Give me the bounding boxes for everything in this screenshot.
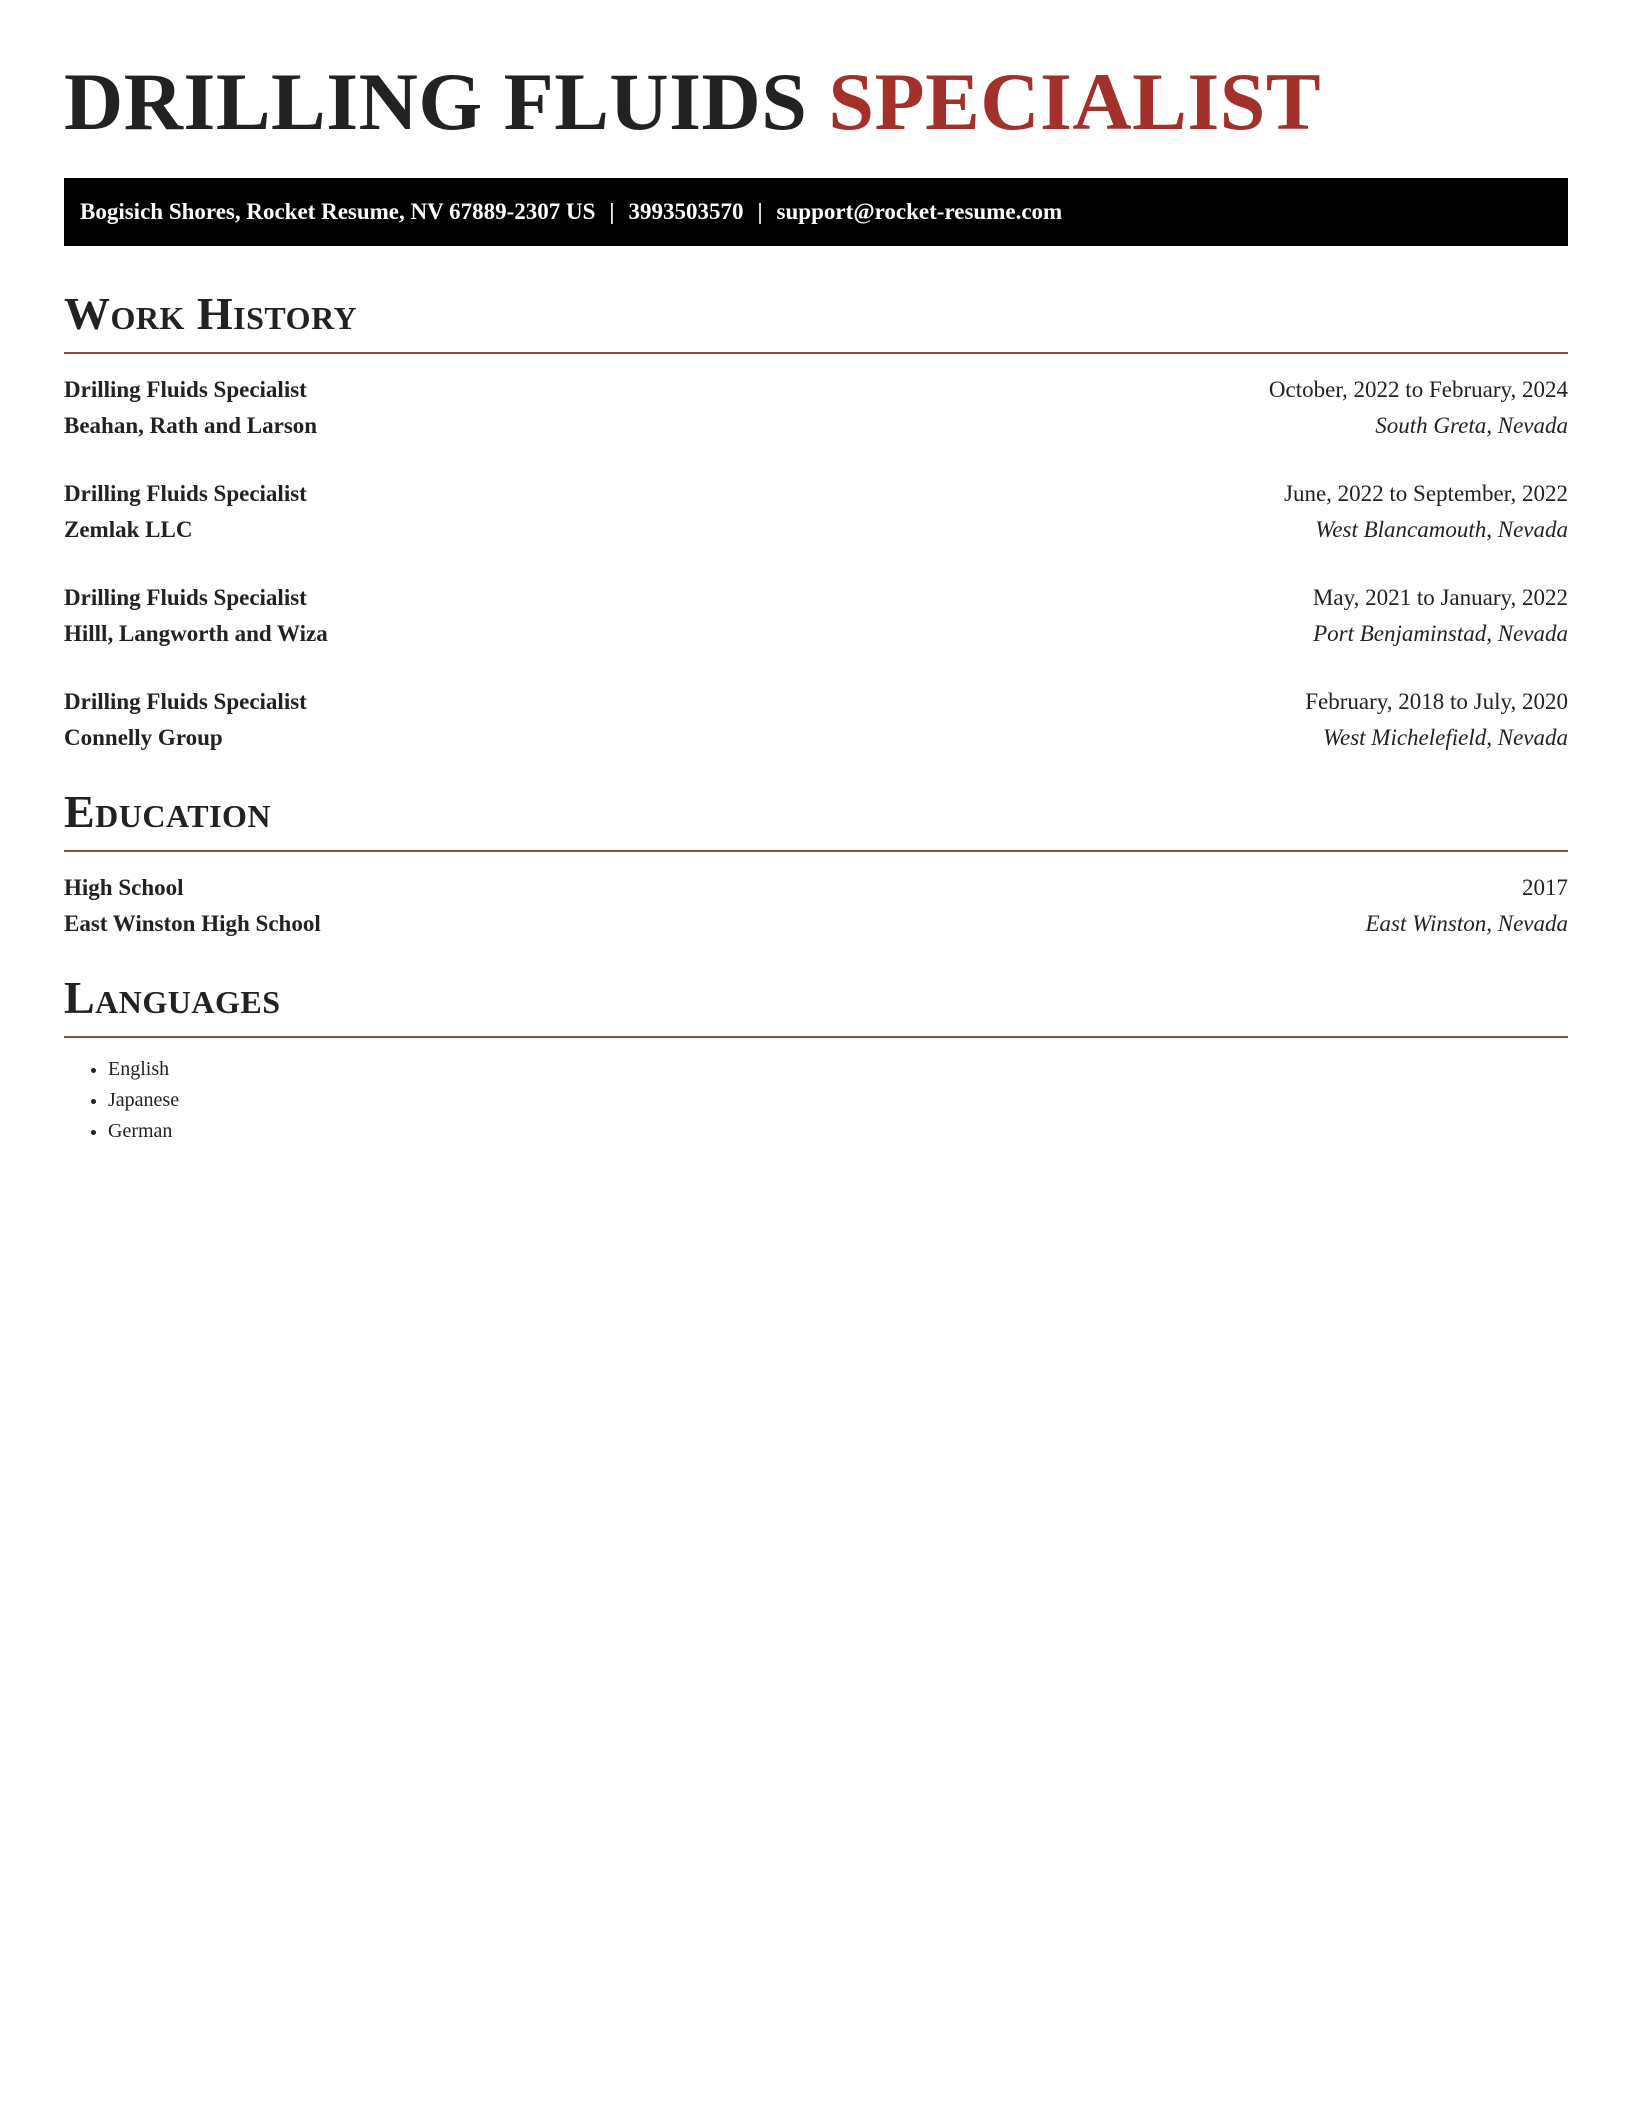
job-dates: June, 2022 to September, 2022 — [1284, 481, 1568, 506]
education-section — [64, 786, 1568, 942]
job-title: Drilling Fluids Specialist — [64, 377, 307, 402]
work-history-heading: Work History — [64, 288, 358, 339]
section-divider — [64, 352, 1568, 354]
job-location: Port Benjaminstad, Nevada — [1313, 621, 1568, 646]
resume-page — [64, 0, 1568, 1147]
entry-top-row — [64, 476, 1568, 512]
section-divider — [64, 1036, 1568, 1038]
title-first: DRILLING FLUIDS — [64, 56, 808, 147]
section-divider — [64, 850, 1568, 852]
education-heading: Education — [64, 786, 272, 837]
job-location: South Greta, Nevada — [1375, 413, 1568, 438]
work-entry — [64, 684, 1568, 756]
entry-bottom-row — [64, 512, 1568, 548]
contact-separator: | — [757, 199, 763, 224]
company-name: Hilll, Langworth and Wiza — [64, 621, 328, 646]
job-location: West Michelefield, Nevada — [1322, 725, 1568, 750]
languages-section — [64, 972, 1568, 1147]
job-dates: October, 2022 to February, 2024 — [1268, 377, 1568, 402]
job-title: Drilling Fluids Specialist — [64, 585, 307, 610]
work-entry — [64, 580, 1568, 652]
job-location: West Blancamouth, Nevada — [1315, 517, 1568, 542]
languages-heading: Languages — [64, 972, 281, 1023]
language-item: • English — [108, 1054, 1568, 1085]
language-item: • German — [108, 1116, 1568, 1147]
work-entry — [64, 372, 1568, 444]
entry-top-row — [64, 684, 1568, 720]
entry-top-row — [64, 870, 1568, 906]
title-accent: SPECIALIST — [828, 56, 1322, 147]
entry-bottom-row — [64, 906, 1568, 942]
entry-bottom-row — [64, 408, 1568, 444]
entry-top-row — [64, 372, 1568, 408]
work-entry — [64, 476, 1568, 548]
graduation-year: 2017 — [1522, 875, 1568, 900]
school-name: East Winston High School — [64, 911, 321, 936]
job-title: Drilling Fluids Specialist — [64, 481, 307, 506]
work-history-list — [64, 372, 1568, 756]
entry-bottom-row — [64, 720, 1568, 756]
company-name: Zemlak LLC — [64, 517, 193, 542]
education-entry — [64, 870, 1568, 942]
company-name: Beahan, Rath and Larson — [64, 413, 318, 438]
contact-bar — [64, 178, 1568, 246]
company-name: Connelly Group — [64, 725, 223, 750]
contact-phone: 3993503570 — [628, 199, 744, 224]
work-history-section — [64, 288, 1568, 756]
languages-list — [64, 1054, 1568, 1147]
job-dates: May, 2021 to January, 2022 — [1312, 585, 1568, 610]
entry-top-row — [64, 580, 1568, 616]
entry-bottom-row — [64, 616, 1568, 652]
school-location: East Winston, Nevada — [1365, 911, 1568, 936]
job-title: Drilling Fluids Specialist — [64, 689, 307, 714]
resume-title — [64, 0, 1568, 148]
degree-name: High School — [64, 875, 184, 900]
job-dates: February, 2018 to July, 2020 — [1305, 689, 1568, 714]
contact-separator: | — [609, 199, 615, 224]
education-list — [64, 870, 1568, 942]
contact-email: support@rocket-resume.com — [776, 199, 1063, 224]
language-item: • Japanese — [108, 1085, 1568, 1116]
contact-address: Bogisich Shores, Rocket Resume, NV 67889-2307 US — [80, 199, 596, 224]
